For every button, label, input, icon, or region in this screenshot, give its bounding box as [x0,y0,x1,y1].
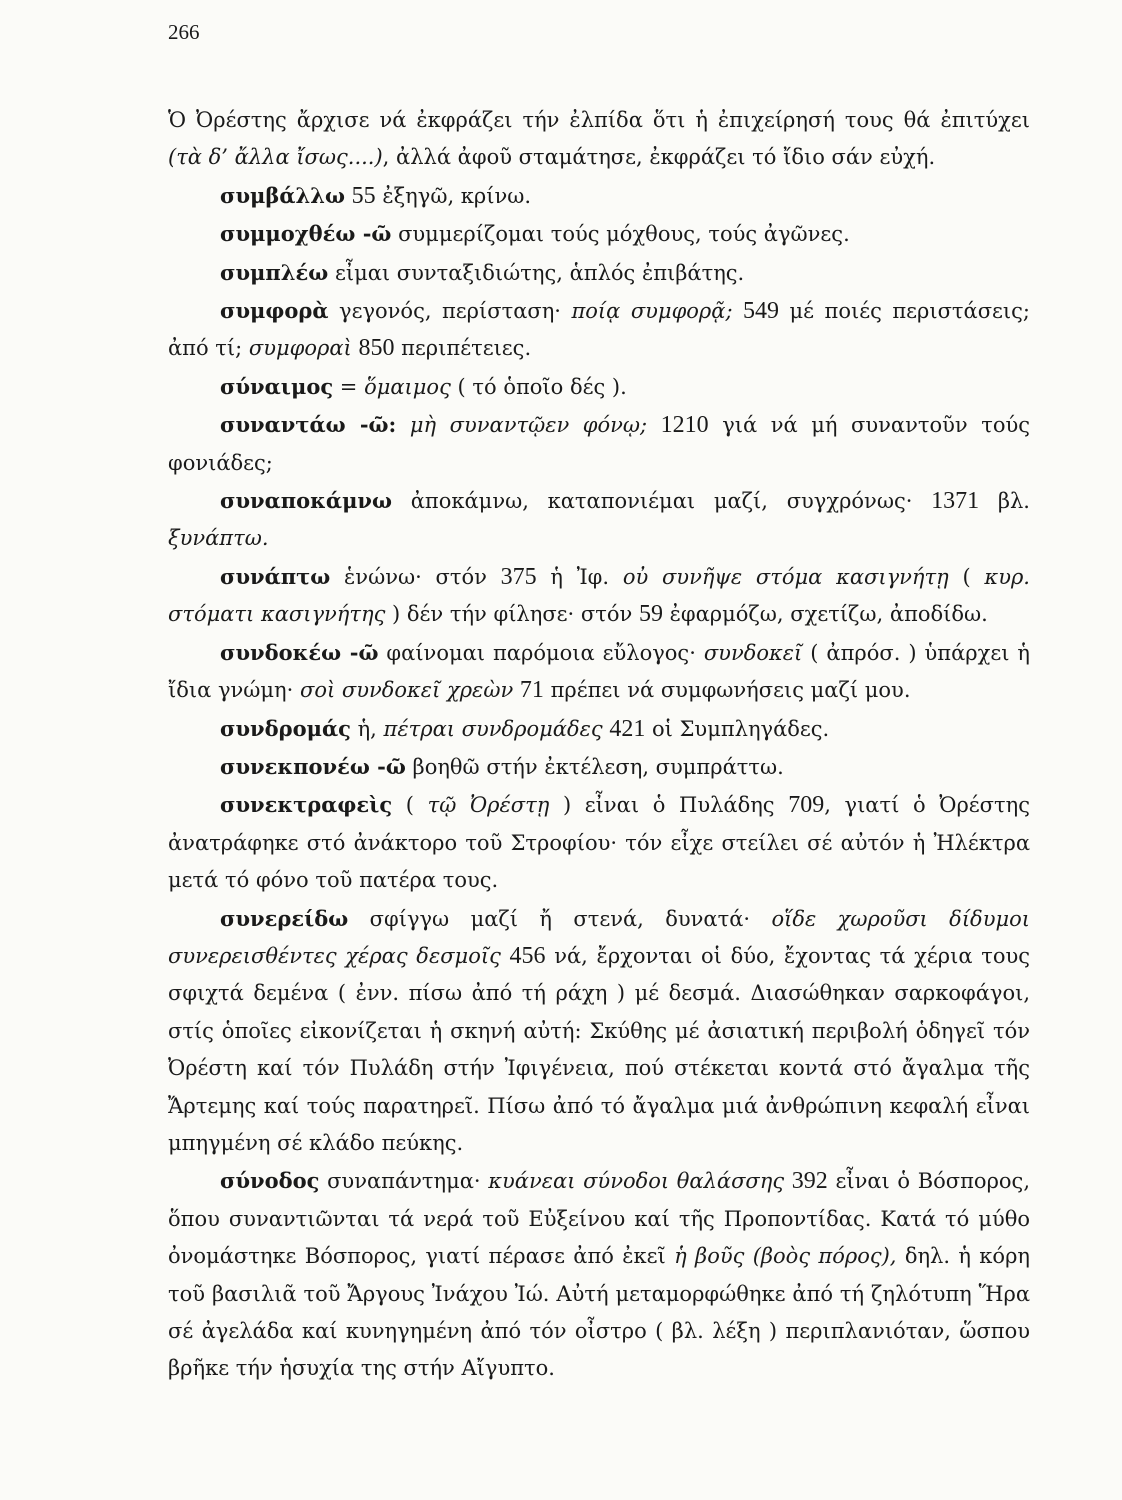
verse-number: 71 [519,677,544,704]
headword: συνερείδω [220,905,349,931]
quote: πέτραι συνδρομάδες [383,716,603,741]
headword: σύνοδος [220,1168,320,1194]
definition: ( τό ὁποῖο δές ). [450,374,627,399]
quote: τῷ Ὀρέστῃ [427,793,550,818]
quote: συνδοκεῖ [703,640,803,665]
definition: εἶμαι συνταξιδιώτης, ἁπλός ἐπιβάτης. [328,260,745,285]
quote: οὐ συνῆψε στόμα κασιγνήτῃ [622,564,949,589]
headword: συμπλέω [220,259,329,285]
definition: ἐξηγῶ, κρίνω. [375,183,532,208]
entry-syndokeo [168,634,1030,710]
definition: οἱ Συμπληγάδες. [645,716,830,741]
quote: κυάνεαι σύνοδοι θαλάσσης [488,1169,785,1194]
definition: συμμερίζομαι τούς μόχθους, τούς ἀγῶνες. [391,222,850,247]
headword: συνεκπονέω -ῶ [220,753,406,779]
headword: συνεκτραφεὶς [220,792,393,818]
intro-text: , ἀλλά ἀφοῦ σταμάτησε, ἐκφράζει τό ἴδιο σάν εὐχή. [382,145,936,170]
quote: μὴ συναντῷεν φόνῳ; [409,413,648,438]
definition: εἶναι ὁ Βόσπορος, ὅπου συναντιῶνται τά νερά τοῦ Εὐξείνου καί τῆς Προποντίδας. Κατά τό μύθο ὀνομάστηκε Βόσπορος, γιατί πέρασε ἀπό ἐκεῖ [168,1169,1030,1269]
headword: συναντάω -ῶ: [220,412,397,438]
entry-synektrapheis [168,786,1030,899]
headword: σύναιμος [220,373,334,399]
definition: πρέπει νά συμφωνήσεις μαζί μου. [543,678,911,703]
intro-paragraph [168,102,1030,177]
quote: ἡ βοῦς (βοὸς πόρος), [674,1244,897,1269]
quote: ὅμαιμος [364,374,451,399]
entry-symballo [168,177,1030,215]
headword: συνδοκέω -ῶ [220,639,379,665]
verse-number: 421 [609,715,646,742]
entry-sympleo [168,254,1030,292]
definition: ἀποκάμνω, καταπονιέμαι μαζί, συγχρόνως· [392,489,913,514]
verse-number: 1210 [660,412,709,439]
verse-number: 55 [351,182,376,209]
definition: ) εἶναι ὁ Πυλάδης [549,793,789,818]
quote: ποίᾳ συμφορᾷ; [571,299,733,324]
intro-quote: (τὰ δ’ ἄλλα ἴσως....) [168,145,383,170]
definition: ) δέν τήν φίλησε· στόν [385,602,639,627]
verse-number: 549 [743,298,780,325]
definition: ἐφαρμόζω, σχετίζω, ἀποδίδω. [662,602,988,627]
headword: συμμοχθέω -ῶ [220,221,392,247]
glossary-text [168,102,1030,1388]
entry-synodos [168,1162,1030,1387]
verse-number: 59 [638,601,663,628]
headword: συνάπτω [220,563,331,589]
definition: γιά νά μή συναντοῦν τούς φονιάδες; [168,413,1030,475]
definition: ( [948,564,985,589]
entry-synantao [168,406,1030,482]
definition: ἡ, [350,716,384,741]
definition: σφίγγω μαζί ἤ στενά, δυνατά· [348,906,772,931]
definition: δηλ. ἡ κόρη τοῦ βασιλιᾶ τοῦ Ἄργους Ἰνάχου Ἰώ. Αὐτή μεταμορφώθηκε ἀπό τή ζηλότυπη Ἥρα σέ ἀγελάδα καί κυνηγημένη ἀπό τόν οἶστρο ( βλ. λέξη ) περιπλανιόταν, ὥσπου βρῆκε τήν ἡσυχία της στήν Αἴγυπτο. [168,1244,1030,1381]
entry-symphora [168,292,1030,368]
definition: βοηθῶ στήν ἐκτέλεση, συμπράττω. [405,754,784,779]
headword: συμφορὰ [220,298,329,324]
intro-text: Ὁ Ὀρέστης ἄρχισε νά ἐκφράζει τήν ἐλπίδα ὅτι ἡ ἐπιχείρησή τους θά ἐπιτύχει [168,108,1030,132]
verse-number: 392 [791,1168,828,1195]
definition: , γιατί ὁ Ὀρέστης ἀνατράφηκε στό ἀνάκτορο τοῦ Στροφίου· τόν εἶχε στείλει σέ αὐτόν ἡ Ἠλέκτρα μετά τό φόνο τοῦ πατέρα τους. [168,793,1030,893]
definition: = [333,374,365,399]
verse-number: 709 [788,792,825,819]
entry-synereido [168,900,1030,1163]
definition: μέ ποιές περιστάσεις; ἀπό τί; [168,299,1030,361]
verse-number: 456 [509,942,546,969]
definition: νά, ἔρχονται οἱ δύο, ἔχοντας τά χέρια τους σφιχτά δεμένα ( ἐνν. πίσω ἀπό τή ράχη ) μέ δεσμά. Διασώθηκαν σαρκοφάγοι, στίς ὁποῖες εἰκονίζεται ἡ σκηνή αὐτή: Σκύθης μέ ἀσιατική περιβολή ὁδηγεῖ τόν Ὀρέστη καί τόν Πυλάδη στήν Ἰφιγένεια, πού στέκεται κοντά στό ἄγαλμα τῆς Ἄρτεμης καί τούς παρατηρεῖ. Πίσω ἀπό τό ἄγαλμα μιά ἀνθρώπινη κεφαλή εἶναι μπηγμένη σέ κλάδο πεύκης. [168,943,1030,1155]
page-number: 266 [168,20,200,44]
entry-synekponeo [168,748,1030,786]
definition: γεγονός, περίσταση· [328,299,572,324]
verse-number: 375 [500,563,537,590]
entry-synapokamno [168,482,1030,558]
quote: κυρ. στόματι κασιγνήτης [168,564,1030,627]
definition: ( [392,793,428,818]
definition: ἡ Ἰφ. [536,564,623,589]
quote: σοὶ συνδοκεῖ χρεὼν [300,678,514,703]
entry-synaimos [168,368,1030,406]
headword: συνδρομάς [220,715,351,741]
entry-symmochtheo [168,215,1030,253]
definition: ( ἀπρόσ. ) ὑπάρχει ἡ ἴδια γνώμη· [168,640,1031,703]
definition: βλ. [979,489,1030,514]
quote: οἵδε χωροῦσι δίδυμοι συνερεισθέντες χέρας δεσμοῖς [168,906,1030,968]
entry-syndromas [168,710,1030,748]
entry-synapto [168,558,1030,634]
headword: συμβάλλω [220,182,345,208]
headword: συναποκάμνω [220,488,392,514]
verse-number: 1371 [931,488,980,515]
quote: συμφοραὶ [248,336,352,361]
definition: ἑνώνω· στόν [330,564,501,589]
definition: περιπέτειες. [394,336,532,361]
quote: ξυνάπτω. [168,526,269,551]
definition: συναπάντημα· [319,1169,489,1194]
verse-number: 850 [358,335,395,362]
definition: φαίνομαι παρόμοια εὔλογος· [378,640,704,665]
